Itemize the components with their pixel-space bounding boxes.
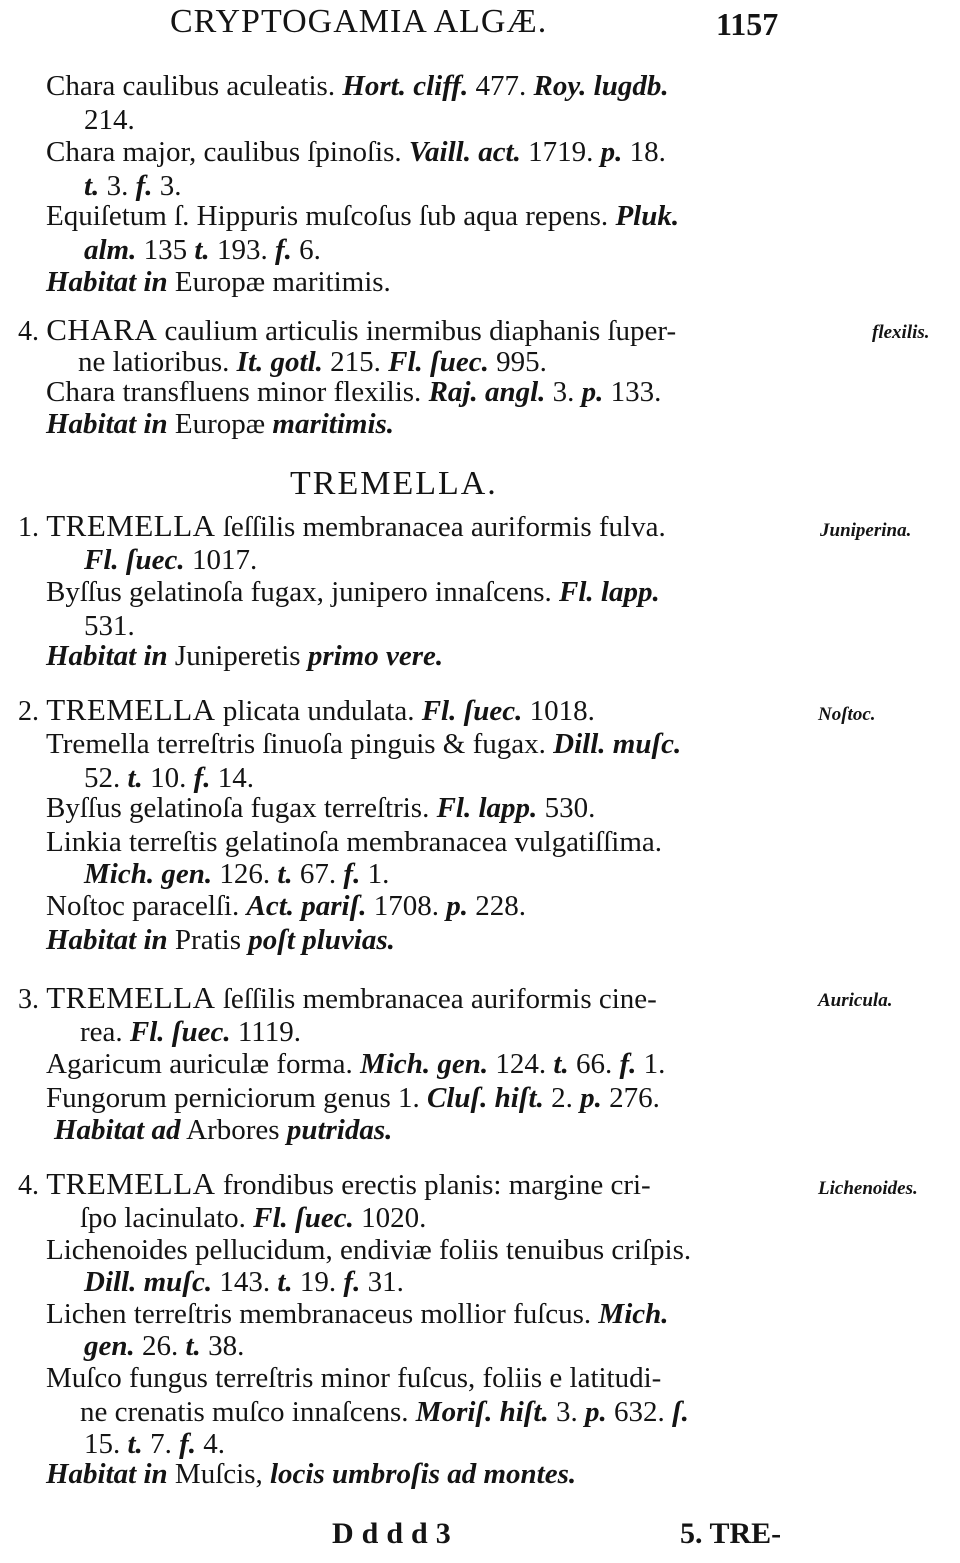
tremella-1-diagnosis-cont: Fl. ſuec. 1017. [84,544,258,576]
tremella-4-margin-name: Lichenoides. [818,1178,918,1199]
chara-habitat: Habitat in Europæ maritimis. [46,266,391,298]
chara-4-diagnosis: 4. CHARA caulium articulis inermibus diaphanis ſuper- [18,312,677,347]
tremella-3-synonym-1: Agaricum auriculæ forma. Mich. gen. 124. t. 66. f. 1. [46,1048,666,1080]
catchword: 5. TRE- [680,1517,782,1550]
tremella-3-habitat: Habitat ad Arbores putridas. [54,1114,393,1146]
tremella-1-margin-name: Juniperina. [820,520,912,541]
running-title: CRYPTOGAMIA ALGÆ. [170,3,548,40]
tremella-1-synonym-1: Byſſus gelatinoſa fugax, junipero innaſcens. Fl. lapp. [46,576,660,608]
tremella-2-synonym-3-cont: Mich. gen. 126. t. 67. f. 1. [84,858,390,890]
tremella-3-diagnosis-cont: rea. Fl. ſuec. 1119. [80,1016,301,1048]
tremella-4-diagnosis-cont: ſpo lacinulato. Fl. ſuec. 1020. [80,1202,427,1234]
page-number: 1157 [716,6,779,42]
tremella-2-synonym-4: Noſtoc paracelſi. Act. pariſ. 1708. p. 228. [46,890,527,922]
tremella-4-synonym-3: Muſco fungus terreſtris minor fuſcus, foliis e latitudi- [46,1362,662,1394]
tremella-1-synonym-1-cont: 531. [84,610,135,642]
tremella-2-margin-name: Noſtoc. [818,704,876,725]
tremella-2-synonym-1: Tremella terreſtris ſinuoſa pinguis & fugax. Dill. muſc. [46,728,682,760]
tremella-4-habitat: Habitat in Muſcis, locis umbroſis ad montes. [46,1458,577,1490]
chara-synonym-2-cont: t. 3. f. 3. [84,170,182,202]
tremella-2-synonym-3: Linkia terreſtis gelatinoſa membranacea vulgatiſſima. [46,826,663,858]
tremella-4-synonym-2-cont: gen. 26. t. 38. [84,1330,245,1362]
chara-synonym-1: Chara caulibus aculeatis. Hort. cliff. 477. Roy. lugdb. [46,70,669,102]
tremella-4-synonym-2: Lichen terreſtris membranaceus mollior fuſcus. Mich. [46,1298,669,1330]
tremella-3-diagnosis: 3. TREMELLA ſeſſilis membranacea auriformis cine- [18,980,657,1015]
chara-synonym-1-cont: 214. [84,104,135,136]
chara-synonym-3-cont: alm. 135 t. 193. f. 6. [84,234,321,266]
tremella-4-synonym-1-cont: Dill. muſc. 143. t. 19. f. 31. [84,1266,404,1298]
tremella-1-habitat: Habitat in Juniperetis primo vere. [46,640,444,672]
chara-synonym-2: Chara major, caulibus ſpinoſis. Vaill. act. 1719. p. 18. [46,136,666,168]
tremella-2-synonym-1-cont: 52. t. 10. f. 14. [84,762,254,794]
chara-4-diagnosis-cont: ne latioribus. It. gotl. 215. Fl. ſuec. 995. [78,346,547,378]
tremella-1-diagnosis: 1. TREMELLA ſeſſilis membranacea auriformis fulva. [18,508,666,543]
chara-synonym-3: Equiſetum ſ. Hippuris muſcoſus ſub aqua repens. Pluk. [46,200,680,232]
tremella-4-synonym-3-cont-2: 15. t. 7. f. 4. [84,1428,225,1460]
section-title: TREMELLA. [290,465,498,502]
tremella-4-diagnosis: 4. TREMELLA frondibus erectis planis: margine cri- [18,1166,651,1201]
chara-4-habitat: Habitat in Europæ maritimis. [46,408,395,440]
tremella-2-habitat: Habitat in Pratis poſt pluvias. [46,924,395,956]
tremella-2-synonym-2: Byſſus gelatinoſa fugax terreſtris. Fl. lapp. 530. [46,792,596,824]
signature-mark: Dddd3 [332,1517,459,1550]
tremella-3-synonym-2: Fungorum perniciorum genus 1. Cluſ. hiſt. 2. p. 276. [46,1082,660,1114]
tremella-3-margin-name: Auricula. [818,990,893,1011]
chara-4-margin-name: flexilis. [872,322,930,343]
chara-4-synonym-1: Chara transfluens minor flexilis. Raj. angl. 3. p. 133. [46,376,662,408]
tremella-4-synonym-3-cont: ne crenatis muſco innaſcens. Moriſ. hiſt. 3. p. 632. ſ. [80,1396,689,1428]
tremella-4-synonym-1: Lichenoides pellucidum, endiviæ foliis tenuibus criſpis. [46,1234,692,1266]
tremella-2-diagnosis: 2. TREMELLA plicata undulata. Fl. ſuec. 1018. [18,692,595,727]
